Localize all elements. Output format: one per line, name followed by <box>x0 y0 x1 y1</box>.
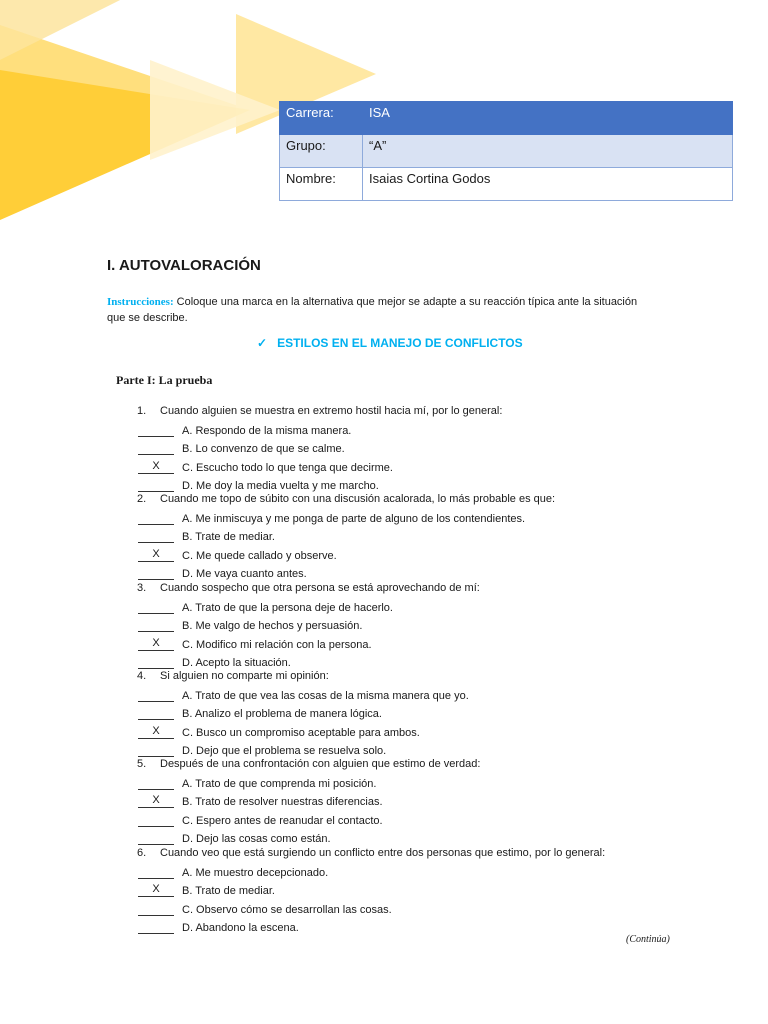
option-text: C. Espero antes de reanudar el contacto. <box>182 814 383 827</box>
answer-option <box>138 600 393 614</box>
option-text: A. Trato de que la persona deje de hacerlo. <box>182 602 393 614</box>
answer-option <box>138 423 351 437</box>
option-text: D. Me doy la media vuelta y me marcho. <box>182 479 379 492</box>
question-3 <box>137 582 480 594</box>
answer-option <box>138 813 383 827</box>
question-text: Cuando veo que está surgiendo un conflicto entre dos personas que estimo, por lo general: <box>160 847 606 859</box>
option-text: D. Dejo las cosas como están. <box>182 832 331 845</box>
question-text: Cuando alguien se muestra en extremo hostil hacia mí, por lo general: <box>160 405 503 417</box>
option-text: D. Me vaya cuanto antes. <box>182 567 307 580</box>
answer-option <box>138 883 275 897</box>
info-row-carrera <box>280 102 733 135</box>
answer-blank[interactable] <box>138 441 174 455</box>
info-label: Carrera: <box>280 102 363 135</box>
question-number: 2. <box>137 493 147 505</box>
option-text: C. Busco un compromiso aceptable para ambos. <box>182 726 420 739</box>
answer-blank[interactable]: X <box>138 725 174 739</box>
question-text: Si alguien no comparte mi opinión: <box>160 670 329 682</box>
option-text: D. Abandono la escena. <box>182 921 299 934</box>
answer-option <box>138 743 386 757</box>
checkmark-icon: ✓ <box>257 336 268 350</box>
answer-option <box>138 441 345 455</box>
info-row-grupo <box>280 135 733 168</box>
answer-option <box>138 655 291 669</box>
option-text: A. Me muestro decepcionado. <box>182 867 329 879</box>
option-text: C. Observo cómo se desarrollan las cosas. <box>182 903 392 916</box>
answer-option <box>138 865 328 879</box>
option-text: B. Trato de resolver nuestras diferencias. <box>182 796 383 809</box>
option-text: B. Trate de mediar. <box>182 531 275 544</box>
answer-blank[interactable] <box>138 511 174 525</box>
answer-option <box>138 529 275 543</box>
part-title: Parte I: La prueba <box>116 373 213 387</box>
answer-blank[interactable] <box>138 529 174 543</box>
option-text: B. Analizo el problema de manera lógica. <box>182 708 382 721</box>
answer-option <box>138 794 383 808</box>
answer-option <box>138 831 331 845</box>
info-value: ISA <box>363 102 733 135</box>
answer-blank[interactable] <box>138 706 174 720</box>
student-info-table <box>279 101 733 201</box>
question-number: 6. <box>137 847 147 859</box>
option-text: A. Trato de que comprenda mi posición. <box>182 778 377 790</box>
question-number: 4. <box>137 670 147 682</box>
option-text: D. Dejo que el problema se resuelva solo. <box>182 744 387 757</box>
answer-option <box>138 637 372 651</box>
answer-blank[interactable] <box>138 831 174 845</box>
answer-option <box>138 566 307 580</box>
question-1 <box>137 405 502 417</box>
option-text: C. Escucho todo lo que tenga que decirme. <box>182 461 393 474</box>
subtitle <box>257 336 523 350</box>
option-text: C. Modifico mi relación con la persona. <box>182 638 372 651</box>
info-value: Isaias Cortina Godos <box>363 168 733 201</box>
answer-blank[interactable] <box>138 920 174 934</box>
option-text: D. Acepto la situación. <box>182 656 291 669</box>
info-value: “A” <box>363 135 733 168</box>
answer-blank[interactable] <box>138 618 174 632</box>
info-row-nombre <box>280 168 733 201</box>
answer-blank[interactable] <box>138 688 174 702</box>
answer-blank[interactable]: X <box>138 548 174 562</box>
answer-option <box>138 460 393 474</box>
answer-blank[interactable] <box>138 423 174 437</box>
instructions-text: Coloque una marca en la alternativa que mejor se adapte a su reacción típica ante la situación que se describe. <box>107 296 638 324</box>
question-number: 1. <box>137 405 147 417</box>
answer-option <box>138 706 382 720</box>
question-number: 5. <box>137 758 147 770</box>
answer-blank[interactable] <box>138 776 174 790</box>
answer-blank[interactable] <box>138 902 174 916</box>
option-text: C. Me quede callado y observe. <box>182 549 337 562</box>
answer-blank[interactable]: X <box>138 637 174 651</box>
answer-option <box>138 776 376 790</box>
question-text: Cuando me topo de súbito con una discusión acalorada, lo más probable es que: <box>160 493 556 505</box>
option-text: B. Lo convenzo de que se calme. <box>182 443 345 456</box>
section-title: I. AUTOVALORACIÓN <box>107 257 261 274</box>
subtitle-text: ESTILOS EN EL MANEJO DE CONFLICTOS <box>277 336 523 350</box>
answer-blank[interactable] <box>138 865 174 879</box>
answer-blank[interactable]: X <box>138 460 174 474</box>
answer-option <box>138 511 525 525</box>
option-text: A. Trato de que vea las cosas de la misma manera que yo. <box>182 690 469 702</box>
question-2 <box>137 493 555 505</box>
answer-blank[interactable] <box>138 566 174 580</box>
question-text: Después de una confrontación con alguien que estimo de verdad: <box>160 758 481 770</box>
option-text: A. Respondo de la misma manera. <box>182 425 352 437</box>
question-6 <box>137 847 605 859</box>
question-4 <box>137 670 329 682</box>
answer-option <box>138 548 337 562</box>
answer-option <box>138 618 362 632</box>
question-text: Cuando sospecho que otra persona se está aprovechando de mí: <box>160 582 480 594</box>
answer-blank[interactable]: X <box>138 794 174 808</box>
option-text: A. Me inmiscuya y me ponga de parte de alguno de los contendientes. <box>182 513 526 525</box>
instructions-label: Instrucciones: <box>107 296 174 308</box>
answer-option <box>138 725 420 739</box>
answer-blank[interactable] <box>138 813 174 827</box>
option-text: B. Trato de mediar. <box>182 885 275 898</box>
question-number: 3. <box>137 582 147 594</box>
answer-blank[interactable]: X <box>138 883 174 897</box>
answer-blank[interactable] <box>138 478 174 492</box>
continua-note: (Continúa) <box>626 934 670 945</box>
answer-option <box>138 478 379 492</box>
option-text: B. Me valgo de hechos y persuasión. <box>182 620 363 633</box>
info-label: Nombre: <box>280 168 363 201</box>
answer-option <box>138 902 392 916</box>
answer-blank[interactable] <box>138 655 174 669</box>
question-5 <box>137 758 480 770</box>
instructions <box>107 294 647 326</box>
answer-blank[interactable] <box>138 600 174 614</box>
answer-blank[interactable] <box>138 743 174 757</box>
answer-option <box>138 688 469 702</box>
answer-option <box>138 920 299 934</box>
info-label: Grupo: <box>280 135 363 168</box>
